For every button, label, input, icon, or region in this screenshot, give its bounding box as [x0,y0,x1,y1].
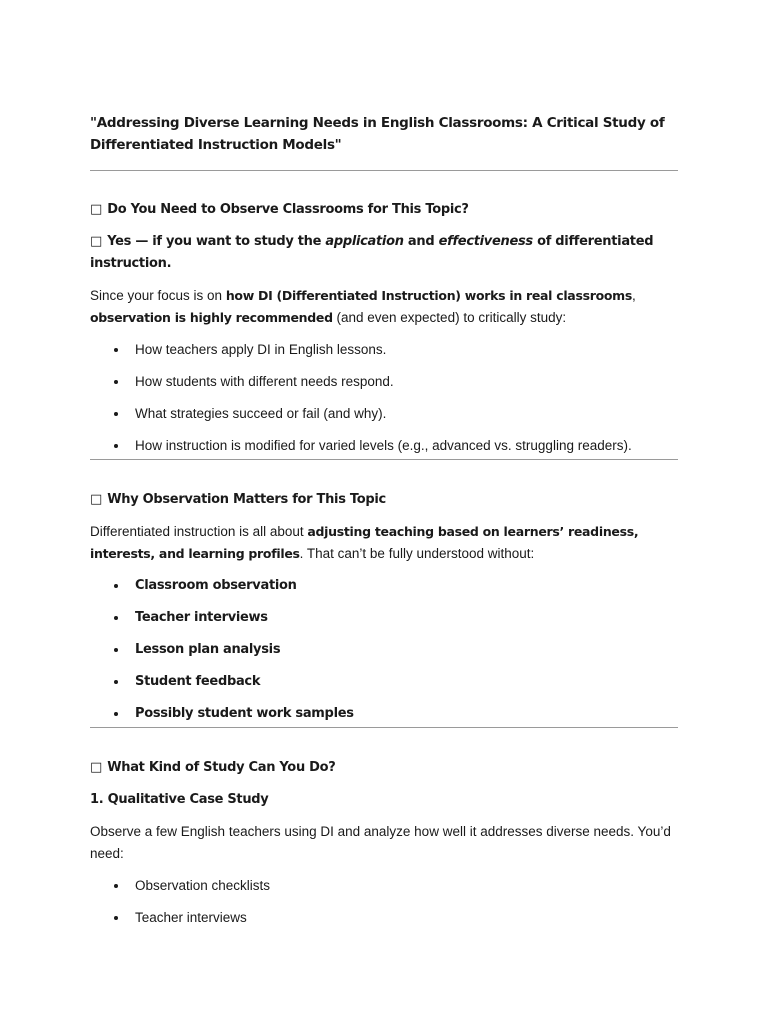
placeholder-glyph-icon: □ [90,234,102,249]
answer-suffix: of differentiated instruction. [90,234,654,271]
section-heading [90,757,678,779]
section-heading [90,199,678,221]
list-item: What strategies succeed or fail (and why). [90,403,678,425]
intro-bold: observation is highly recommended [90,310,333,325]
section-divider [90,727,678,728]
intro-text: Since your focus is on [90,288,226,303]
placeholder-glyph-icon: □ [90,492,102,507]
section-intro: Observe a few English teachers using DI and analyze how well it addresses diverse needs. You’d need: [90,824,671,861]
list-item: Teacher interviews [90,607,678,629]
section-divider [90,459,678,460]
placeholder-glyph-icon: □ [90,202,102,217]
answer-prefix: Yes — if you want to study the [107,234,326,249]
subheading: 1. Qualitative Case Study [90,792,269,807]
intro-bold: adjusting teaching based on learners’ readiness, interests, and learning profiles [90,524,639,561]
section-heading [90,489,678,511]
list-item: Possibly student work samples [90,703,678,725]
bullet-list [90,575,678,725]
answer-emphasis-application: application [325,234,404,249]
list-item: How students with different needs respond. [90,371,678,393]
section-intro [90,521,678,565]
section-observe [90,199,678,457]
intro-text: (and even expected) to critically study: [332,310,567,325]
heading-text: Do You Need to Observe Classrooms for This Topic? [107,202,469,217]
bullet-list [90,339,678,457]
list-item: How instruction is modified for varied levels (e.g., advanced vs. struggling readers). [90,435,678,457]
list-item: Observation checklists [90,875,678,897]
heading-text: What Kind of Study Can You Do? [107,760,336,775]
list-item: Student feedback [90,671,678,693]
answer-line [90,231,678,275]
section-why-observation [90,489,678,725]
list-item: How teachers apply DI in English lessons. [90,339,678,361]
section-study-kind [90,757,678,929]
answer-emphasis-effectiveness: effectiveness [438,234,533,249]
intro-text: , [632,288,636,303]
heading-text: Why Observation Matters for This Topic [107,492,386,507]
document-page [90,112,678,939]
document-title: "Addressing Diverse Learning Needs in English Classrooms: A Critical Study of Differentiated Instruction Models" [90,115,665,153]
list-item: Teacher interviews [90,907,678,929]
answer-mid: and [403,234,439,249]
list-item: Lesson plan analysis [90,639,678,661]
intro-bold: how DI (Differentiated Instruction) works in real classrooms [225,288,633,303]
list-item: Classroom observation [90,575,678,597]
intro-text: Differentiated instruction is all about [90,524,308,539]
intro-text: . That can’t be fully understood without: [299,546,535,561]
section-divider [90,170,678,171]
placeholder-glyph-icon: □ [90,760,102,775]
section-intro [90,285,678,329]
bullet-list [90,875,678,929]
